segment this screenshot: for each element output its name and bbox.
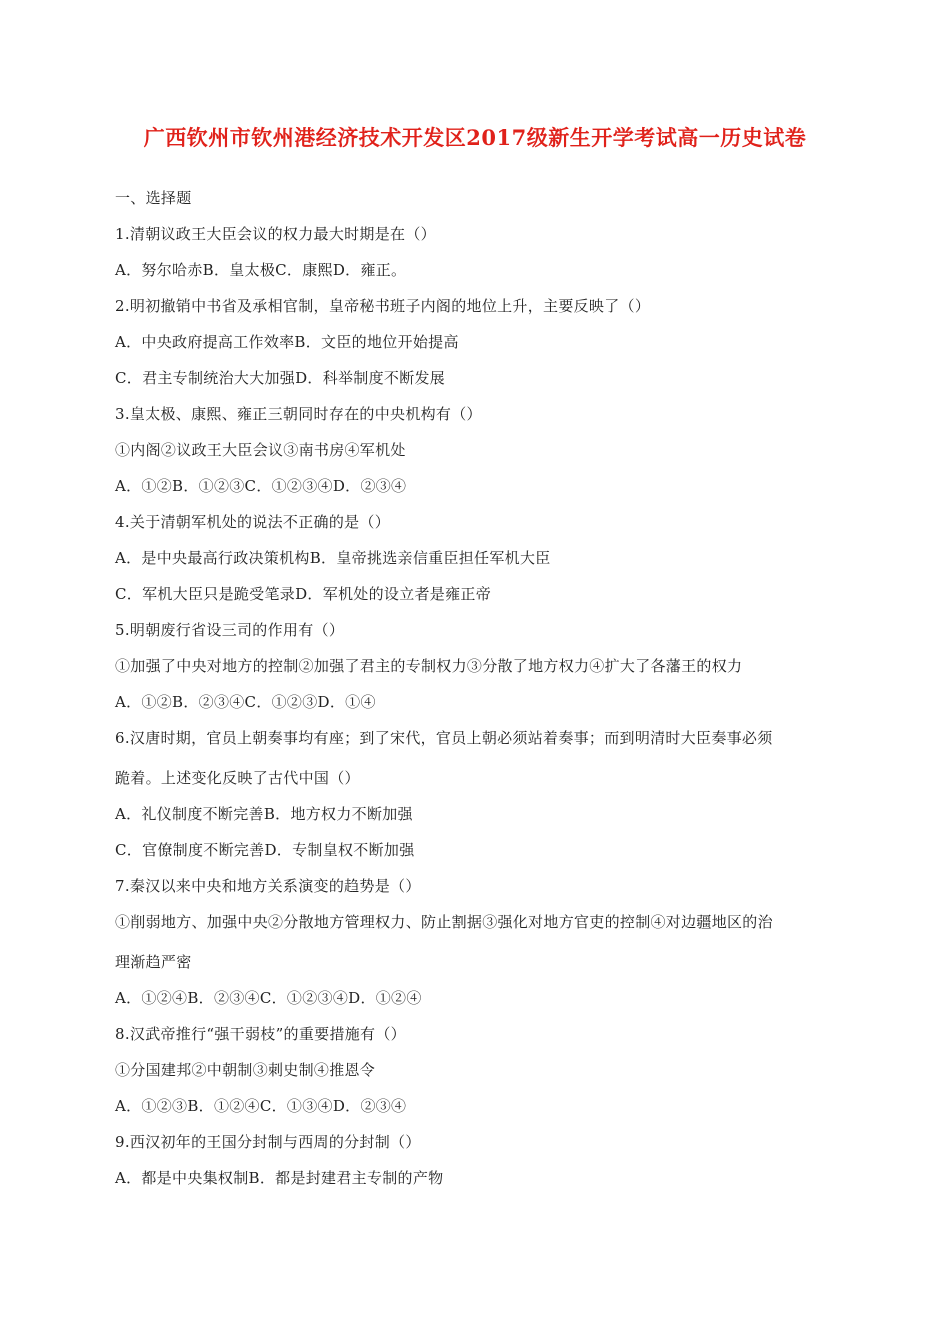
question-8: 8.汉武帝推行“强干弱枝”的重要措施有（） — [115, 1025, 406, 1043]
question-7-options: A．①②④B．②③④C．①②③④D．①②④ — [115, 989, 422, 1007]
question-6-options-cd: C．官僚制度不断完善D．专制皇权不断加强 — [115, 841, 415, 859]
question-7-items: ①削弱地方、加强中央②分散地方管理权力、防止割据③强化对地方官吏的控制④对边疆地区的治 — [115, 913, 773, 931]
question-5-items: ①加强了中央对地方的控制②加强了君主的专制权力③分散了地方权力④扩大了各藩王的权力 — [115, 657, 743, 675]
question-5: 5.明朝废行省设三司的作用有（） — [115, 621, 345, 639]
question-4-options-cd: C．军机大臣只是跪受笔录D．军机处的设立者是雍正帝 — [115, 585, 492, 603]
question-1-options: A．努尔哈赤B．皇太极C．康熙D．雍正。 — [115, 261, 407, 279]
question-2-options-cd: C．君主专制统治大大加强D．科举制度不断发展 — [115, 369, 446, 387]
question-2: 2.明初撤销中书省及承相官制，皇帝秘书班子内阁的地位上升，主要反映了（） — [115, 297, 651, 315]
question-7-items-continued: 理渐趋严密 — [115, 953, 192, 971]
question-6-continued: 跪着。上述变化反映了古代中国（） — [115, 769, 360, 787]
question-3-items: ①内阁②议政王大臣会议③南书房④军机处 — [115, 441, 406, 459]
question-6-options-ab: A．礼仪制度不断完善B．地方权力不断加强 — [115, 805, 413, 823]
question-8-items: ①分国建邦②中朝制③刺史制④推恩令 — [115, 1061, 376, 1079]
question-4: 4.关于清朝军机处的说法不正确的是（） — [115, 513, 391, 531]
question-3: 3.皇太极、康熙、雍正三朝同时存在的中央机构有（） — [115, 405, 482, 423]
question-1: 1.清朝议政王大臣会议的权力最大时期是在（） — [115, 225, 436, 243]
question-4-options-ab: A．是中央最高行政决策机构B．皇帝挑选亲信重臣担任军机大臣 — [115, 549, 551, 567]
question-5-options: A．①②B．②③④C．①②③D．①④ — [115, 693, 376, 711]
question-6: 6.汉唐时期，官员上朝奏事均有座；到了宋代，官员上朝必须站着奏事；而到明清时大臣奏事必须 — [115, 729, 773, 747]
question-8-options: A．①②③B．①②④C．①③④D．②③④ — [115, 1097, 407, 1115]
page-title: 广西钦州市钦州港经济技术开发区2017级新生开学考试高一历史试卷 — [143, 125, 807, 150]
question-9: 9.西汉初年的王国分封制与西周的分封制（） — [115, 1133, 421, 1151]
question-2-options-ab: A．中央政府提高工作效率B．文臣的地位开始提高 — [115, 333, 459, 351]
question-7: 7.秦汉以来中央和地方关系演变的趋势是（） — [115, 877, 421, 895]
section-heading: 一、选择题 — [115, 189, 192, 207]
question-3-options: A．①②B．①②③C．①②③④D．②③④ — [115, 477, 407, 495]
question-9-options-ab: A．都是中央集权制B．都是封建君主专制的产物 — [115, 1169, 444, 1187]
